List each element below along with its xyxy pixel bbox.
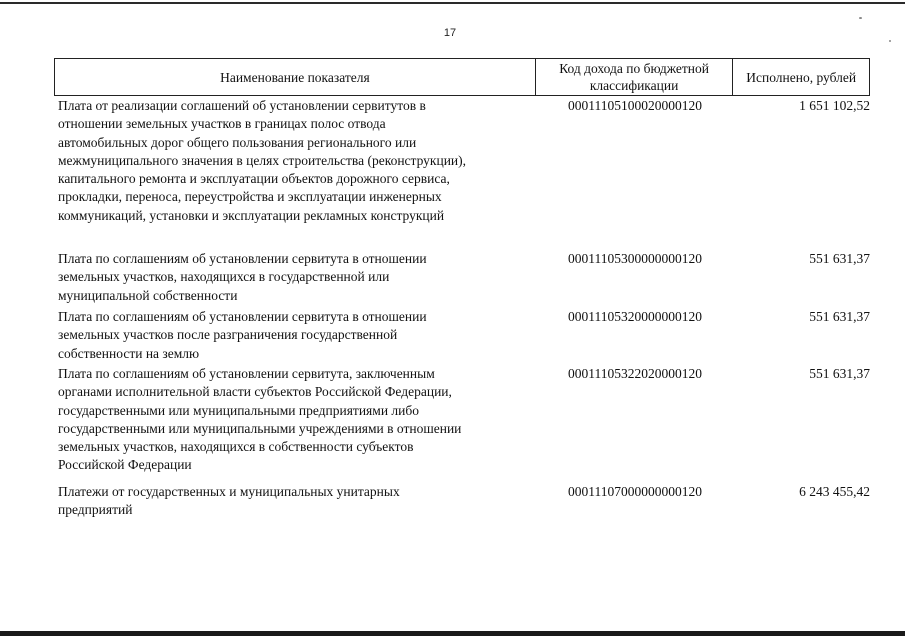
indicator-name: Платежи от государственных и муниципальных унитарных предприятий	[58, 484, 400, 518]
indicator-name: Плата по соглашениям об установлении сервитута в отношении земельных участков после разграничения государственной собственности на землю	[58, 309, 427, 361]
indicator-name: Плата от реализации соглашений об установлении сервитутов в отношении земельных участков в границах полос отвода автомобильных дорог общего пользования регионального или межмуниципального значения в целях строительства (реконструкции), капитального ремонта и эксплуатации объектов дорожного сервиса, прокладки, переноса, переустройства и эксплуатации инженерных коммуникаций, установки и эксплуатации рекламных конструкций	[58, 98, 467, 223]
executed-amount: 551 631,37	[809, 309, 870, 324]
executed-amount: 551 631,37	[809, 251, 870, 266]
bottom-scan-edge-line	[0, 631, 905, 636]
scan-speck	[859, 17, 862, 19]
table-row	[58, 250, 870, 308]
income-code: 00011105322020000120	[568, 366, 702, 381]
column-header-code: Код дохода по бюджетной классификации	[535, 59, 733, 95]
table-row	[58, 308, 870, 365]
table-row	[58, 365, 870, 483]
income-code: 00011105300000000120	[568, 251, 702, 266]
executed-amount: 6 243 455,42	[799, 484, 870, 499]
page-number: 17	[443, 27, 457, 39]
table-header	[54, 58, 870, 96]
executed-amount: 551 631,37	[809, 366, 870, 381]
income-code: 00011105320000000120	[568, 309, 702, 324]
income-code: 00011105100020000120	[568, 98, 702, 113]
income-code: 00011107000000000120	[568, 484, 702, 499]
table-row	[58, 97, 870, 250]
indicator-name: Плата по соглашениям об установлении сервитута в отношении земельных участков, находящихся в государственной или муниципальной собственности	[58, 251, 427, 303]
executed-amount: 1 651 102,52	[799, 98, 870, 113]
table-body	[58, 97, 870, 523]
column-header-amount: Исполнено, рублей	[732, 59, 869, 95]
table-row	[58, 483, 870, 523]
indicator-name: Плата по соглашениям об установлении сервитута, заключенным органами исполнительной власти субъектов Российской Федерации, государственными или муниципальными предприятиями либо государственными или муниципальными учреждениями в отношении земельных участков, находящихся в собственности субъектов Российской Федерации	[58, 366, 462, 473]
top-scan-edge-line	[0, 2, 905, 4]
scan-speck	[889, 40, 891, 42]
column-header-name: Наименование показателя	[220, 69, 370, 85]
